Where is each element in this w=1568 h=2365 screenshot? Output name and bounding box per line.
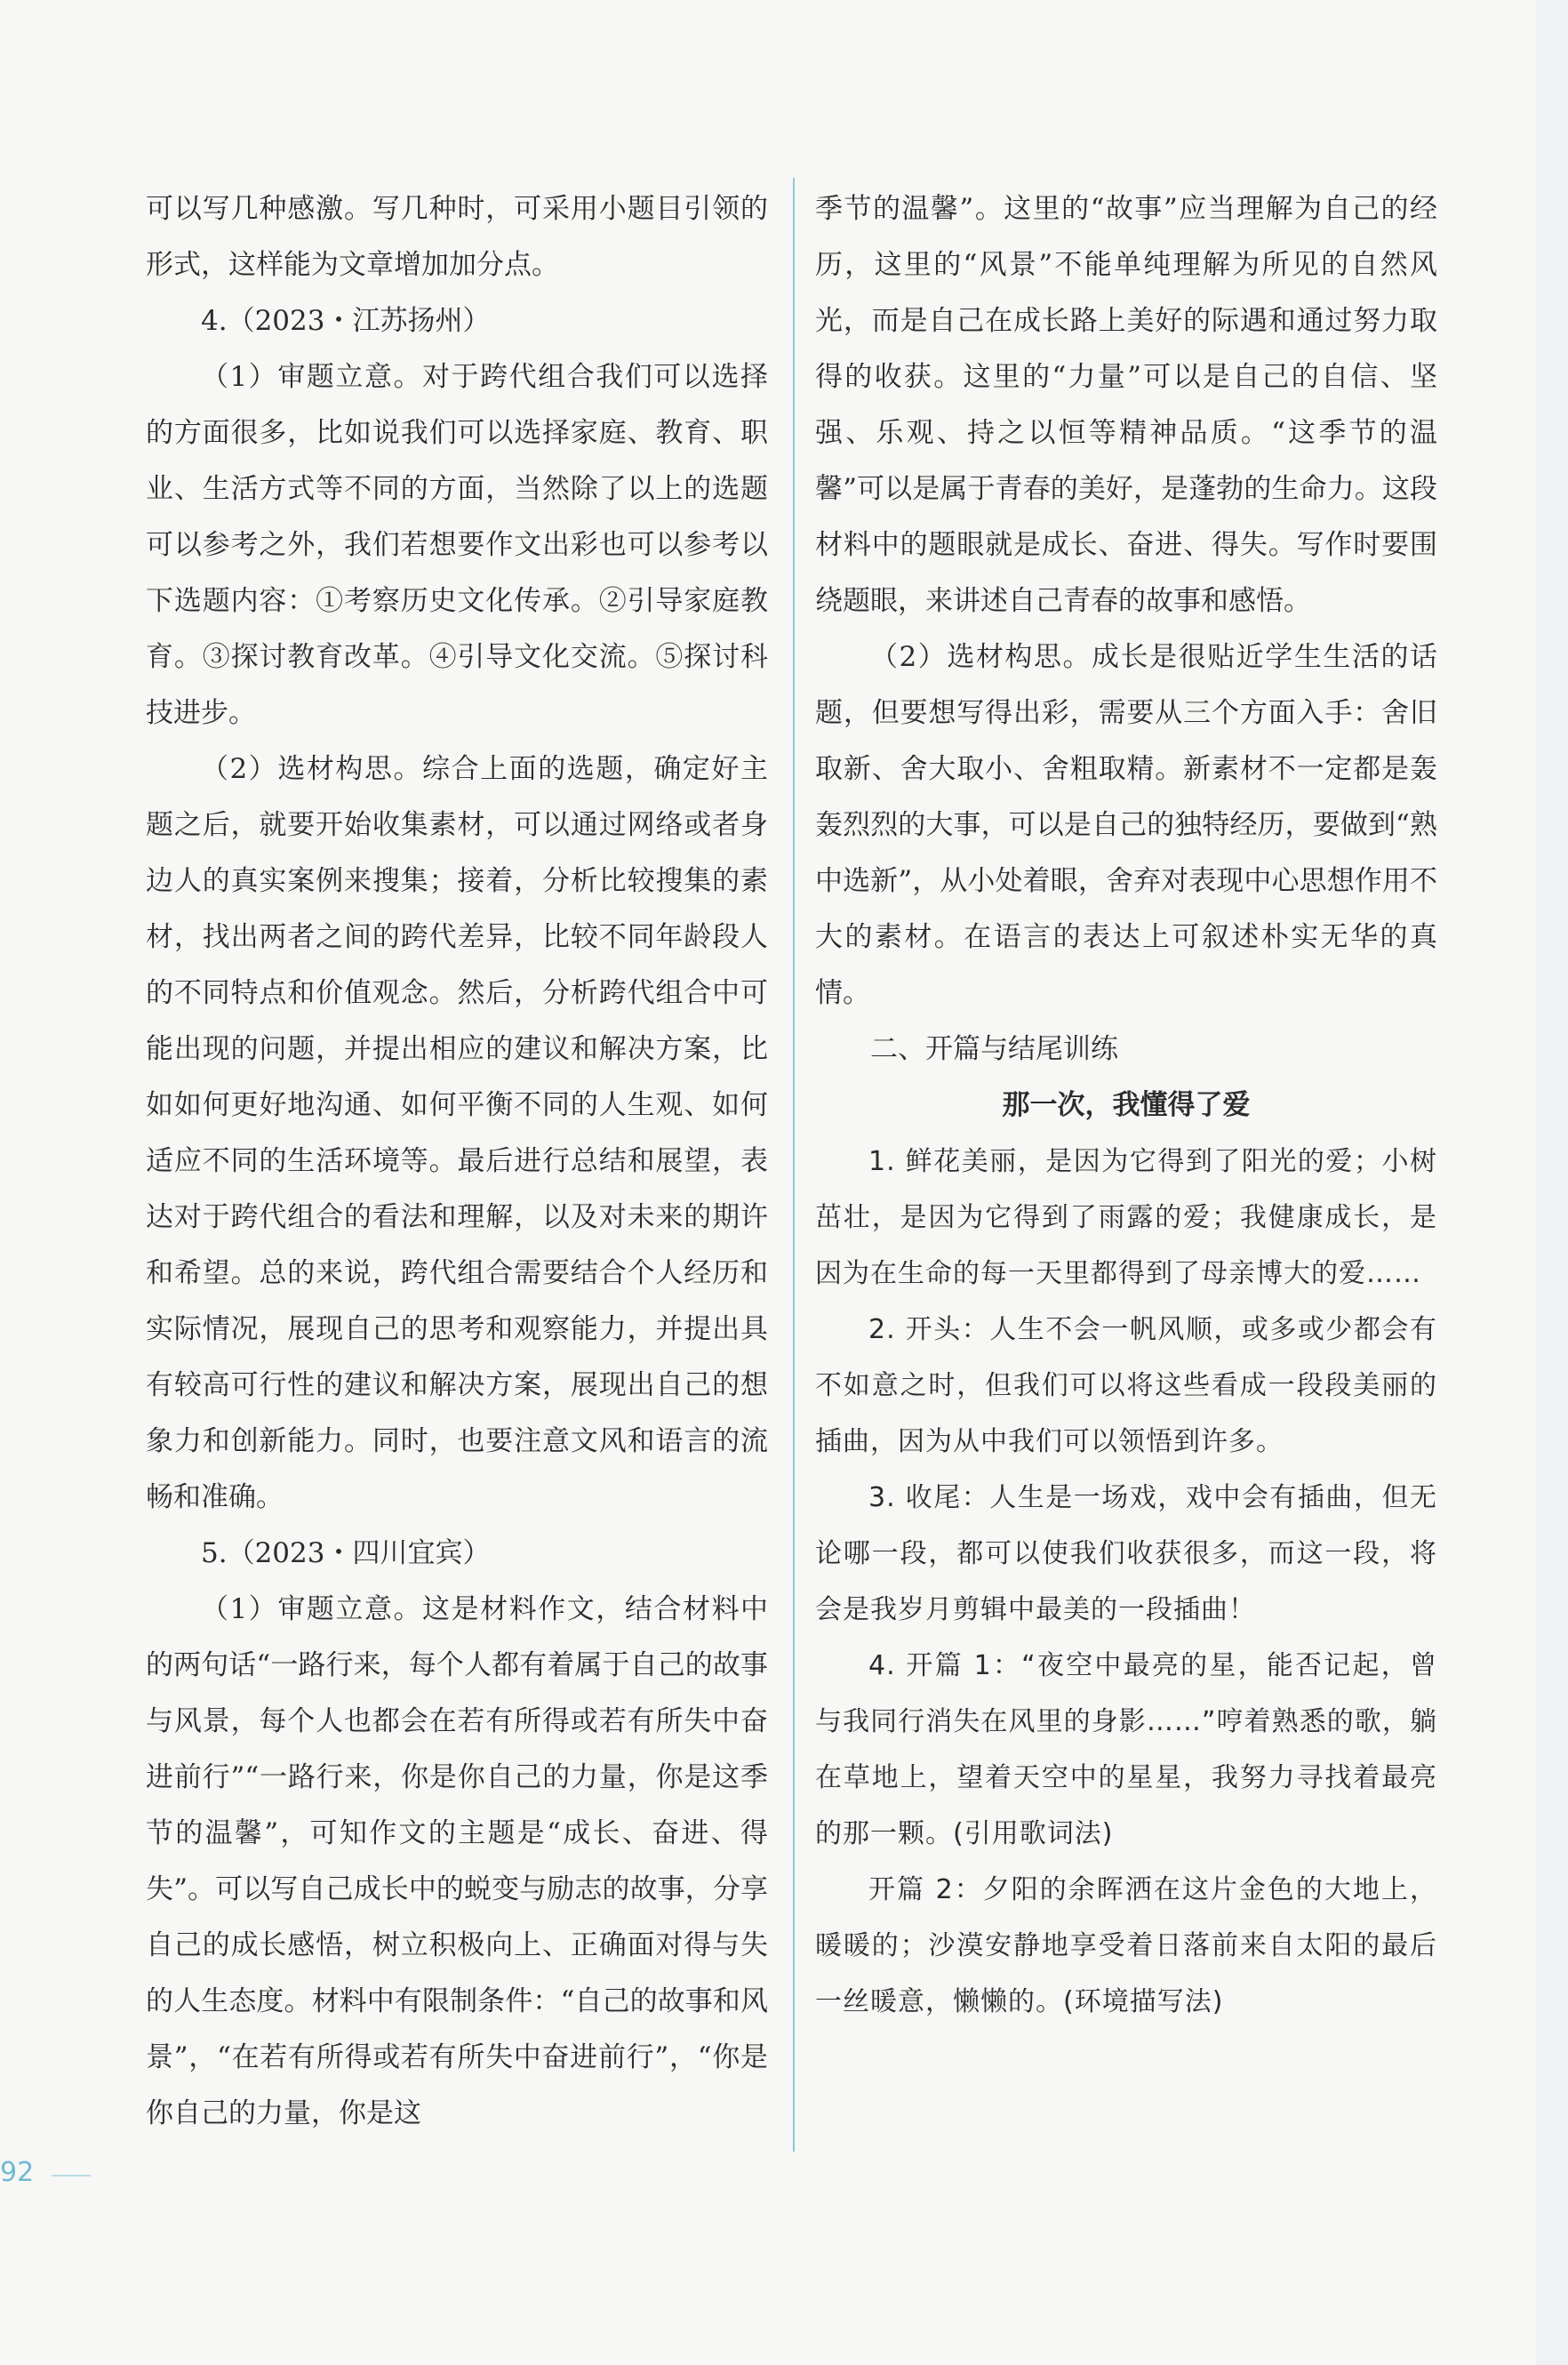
example-paragraph: 4. 开篇 1：“夜空中最亮的星，能否记起，曾与我同行消失在风里的身影……”哼着熟悉的歌，躺在草地上，望着天空中的星星，我努力寻找着最亮的那一颗。(引用歌词法) bbox=[815, 1650, 1437, 1849]
question-heading: 4.（2023・江苏扬州） bbox=[201, 305, 491, 337]
question-heading: 5.（2023・四川宜宾） bbox=[201, 1537, 491, 1569]
paragraph: （1）审题立意。对于跨代组合我们可以选择的方面很多，比如说我们可以选择家庭、教育、职业、生活方式等不同的方面，当然除了以上的选题可以参考之外，我们若想要作文出彩也可以参考以下选题内容：①考察历史文化传承。②引导家庭教育。③探讨教育改革。④引导文化交流。⑤探讨科技进步。 bbox=[146, 361, 768, 729]
essay-title: 那一次，我懂得了爱 bbox=[1002, 1089, 1251, 1121]
example-paragraph: 3. 收尾：人生是一场戏，戏中会有插曲，但无论哪一段，都可以使我们收获很多，而这一段，将会是我岁月剪辑中最美的一段插曲！ bbox=[815, 1482, 1437, 1625]
section-heading: 二、开篇与结尾训练 bbox=[870, 1033, 1118, 1065]
page-number: 92 bbox=[0, 2157, 35, 2188]
paragraph: 季节的温馨”。这里的“故事”应当理解为自己的经历，这里的“风景”不能单纯理解为所见的自然风光，而是自己在成长路上美好的际遇和通过努力取得的收获。这里的“力量”可以是自己的自信、坚强、乐观、持之以恒等精神品质。“这季节的温馨”可以是属于青春的美好，是蓬勃的生命力。这段材料中的题眼就是成长、奋进、得失。写作时要围绕题眼，来讲述自己青春的故事和感悟。 bbox=[815, 193, 1437, 617]
example-paragraph: 1. 鲜花美丽，是因为它得到了阳光的爱；小树茁壮，是因为它得到了雨露的爱；我健康成长，是因为在生命的每一天里都得到了母亲博大的爱…… bbox=[815, 1146, 1437, 1289]
column-divider bbox=[793, 178, 795, 2152]
example-paragraph: 2. 开头：人生不会一帆风顺，或多或少都会有不如意之时，但我们可以将这些看成一段段美丽的插曲，因为从中我们可以领悟到许多。 bbox=[815, 1314, 1437, 1457]
page-edge-strip bbox=[1536, 0, 1568, 2365]
paragraph: 可以写几种感激。写几种时，可采用小题目引领的形式，这样能为文章增加加分点。 bbox=[146, 193, 768, 281]
page-number-rule bbox=[52, 2175, 91, 2177]
example-paragraph: 开篇 2：夕阳的余晖洒在这片金色的大地上，暖暖的；沙漠安静地享受着日落前来自太阳的最后一丝暖意，懒懒的。(环境描写法) bbox=[815, 1874, 1437, 2017]
right-column bbox=[815, 181, 1437, 2030]
paragraph: （2）选材构思。综合上面的选题，确定好主题之后，就要开始收集素材，可以通过网络或者身边人的真实案例来搜集；接着，分析比较搜集的素材，找出两者之间的跨代差异，比较不同年龄段人的不同特点和价值观念。然后，分析跨代组合中可能出现的问题，并提出相应的建议和解决方案，比如如何更好地沟通、如何平衡不同的人生观、如何适应不同的生活环境等。最后进行总结和展望，表达对于跨代组合的看法和理解，以及对未来的期许和希望。总的来说，跨代组合需要结合个人经历和实际情况，展现自己的思考和观察能力，并提出具有较高可行性的建议和解决方案，展现出自己的想象力和创新能力。同时，也要注意文风和语言的流畅和准确。 bbox=[146, 753, 768, 1513]
paragraph: （1）审题立意。这是材料作文，结合材料中的两句话“一路行来，每个人都有着属于自己的故事与风景，每个人也都会在若有所得或若有所失中奋进前行”“一路行来，你是你自己的力量，你是这季节的温馨”，可知作文的主题是“成长、奋进、得失”。可以写自己成长中的蜕变与励志的故事，分享自己的成长感悟，树立积极向上、正确面对得与失的人生态度。材料中有限制条件：“自己的故事和风景”，“在若有所得或若有所失中奋进前行”，“你是你自己的力量，你是这 bbox=[146, 1593, 768, 2129]
paragraph: （2）选材构思。成长是很贴近学生生活的话题，但要想写得出彩，需要从三个方面入手：舍旧取新、舍大取小、舍粗取精。新素材不一定都是轰轰烈烈的大事，可以是自己的独特经历，要做到“熟中选新”，从小处着眼，舍弃对表现中心思想作用不大的素材。在语言的表达上可叙述朴实无华的真情。 bbox=[815, 641, 1437, 1009]
left-column bbox=[146, 181, 768, 2142]
